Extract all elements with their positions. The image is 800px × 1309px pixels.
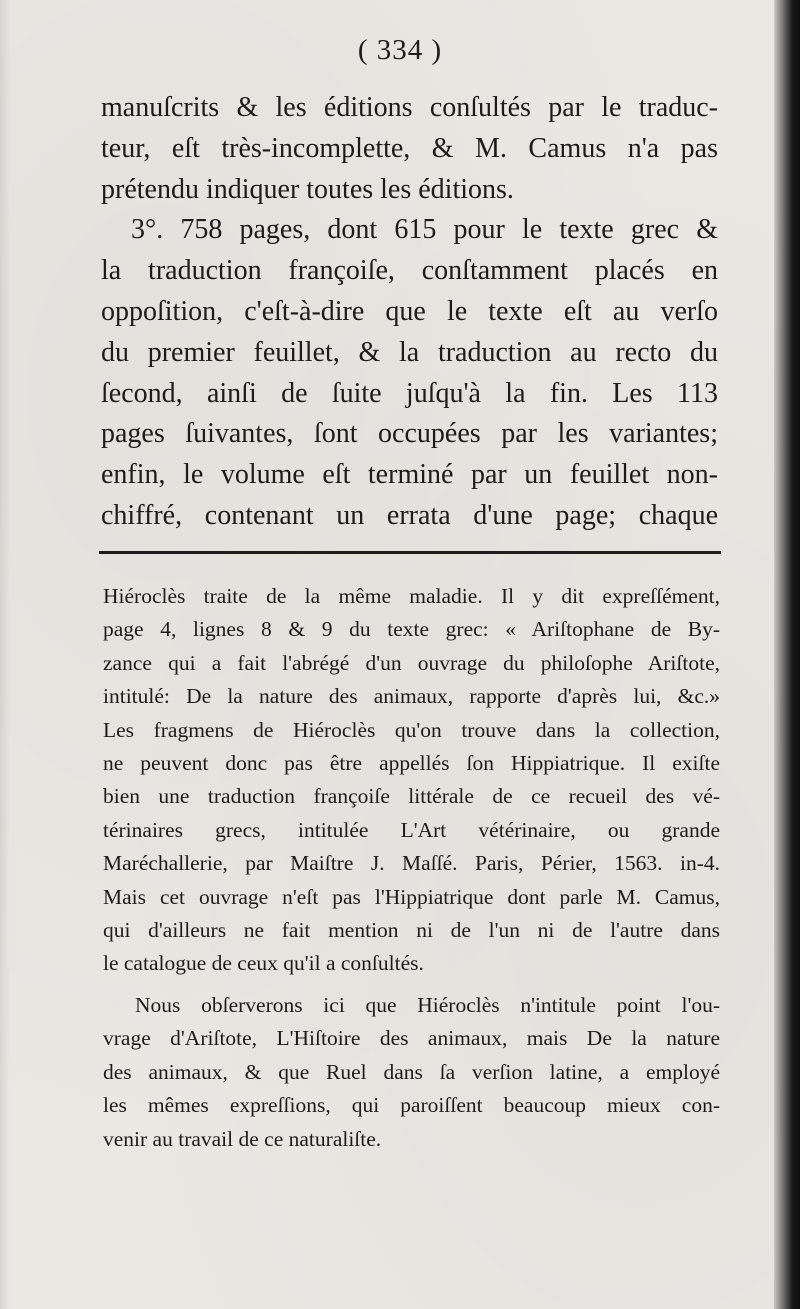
footnote-line: ne peuvent donc pas être appellés ſon Hippiatrique. Il exiſte [103, 751, 720, 776]
footnote-line: le catalogue de ceux qu'il a conſultés. [103, 951, 424, 976]
page-edge-dark [774, 0, 800, 1309]
footnote-line: vrage d'Ariſtote, L'Hiſtoire des animaux, mais De la nature [103, 1026, 720, 1051]
main-line: chiffré, contenant un errata d'une page; chaque [101, 499, 718, 531]
main-text-block [101, 88, 718, 537]
main-line: manuſcrits & les éditions conſultés par le traduc- [101, 92, 718, 123]
footnote-line: venir au travail de ce naturaliſte. [103, 1126, 382, 1151]
page-gutter-shadow [0, 0, 10, 1309]
main-line: du premier feuillet, & la traduction au recto du [101, 336, 718, 368]
footnote-line: des animaux, & que Ruel dans ſa verſion latine, a employé [103, 1059, 720, 1084]
footnote-line: Mais cet ouvrage n'eſt pas l'Hippiatrique dont parle M. Camus, [103, 884, 720, 909]
main-line: oppoſition, c'eſt-à-dire que le texte eſt au verſo [101, 295, 718, 327]
footnote-line: page 4, lignes 8 & 9 du texte grec: « Ariſtophane de By- [103, 617, 720, 642]
footnote-line: Nous obſerverons ici que Hiéroclès n'intitule point l'ou- [135, 992, 720, 1017]
footnote-line: qui d'ailleurs ne fait mention ni de l'un ni de l'autre dans [103, 918, 720, 943]
main-line: ſecond, ainſi de ſuite juſqu'à la fin. Les 113 [101, 377, 718, 409]
footnote-line: Les fragmens de Hiéroclès qu'on trouve dans la collection, [103, 717, 720, 742]
main-line: la traduction françoiſe, conſtamment placés en [101, 255, 718, 287]
footnote-line: Maréchallerie, par Maiſtre J. Maſſé. Paris, Périer, 1563. in-4. [103, 851, 720, 876]
footnote-line: bien une traduction françoiſe littérale de ce recueil des vé- [103, 784, 720, 809]
footnote-line: intitulé: De la nature des animaux, rapporte d'après lui, &c.» [103, 684, 720, 709]
page-number: ( 334 ) [357, 34, 443, 66]
footnote-block [103, 580, 720, 1156]
main-line: prétendu indiquer toutes les éditions. [101, 173, 514, 205]
main-line: enfin, le volume eſt terminé par un feuillet non- [101, 459, 718, 491]
main-line: 3°. 758 pages, dont 615 pour le texte grec & [131, 214, 718, 246]
footnote-line: Hiéroclès traite de la même maladie. Il y dit expreſſément, [103, 584, 720, 608]
footnote-line: les mêmes expreſſions, qui paroiſſent beaucoup mieux con- [103, 1093, 720, 1118]
main-line: pages ſuivantes, ſont occupées par les variantes; [101, 418, 718, 450]
footnote-divider [99, 551, 721, 554]
footnote-line: zance qui a fait l'abrégé d'un ouvrage du philoſophe Ariſtote, [103, 650, 720, 675]
main-line: teur, eſt très-incomplette, & M. Camus n'a pas [101, 132, 718, 164]
footnote-line: térinaires grecs, intitulée L'Art vétérinaire, ou grande [103, 817, 720, 842]
